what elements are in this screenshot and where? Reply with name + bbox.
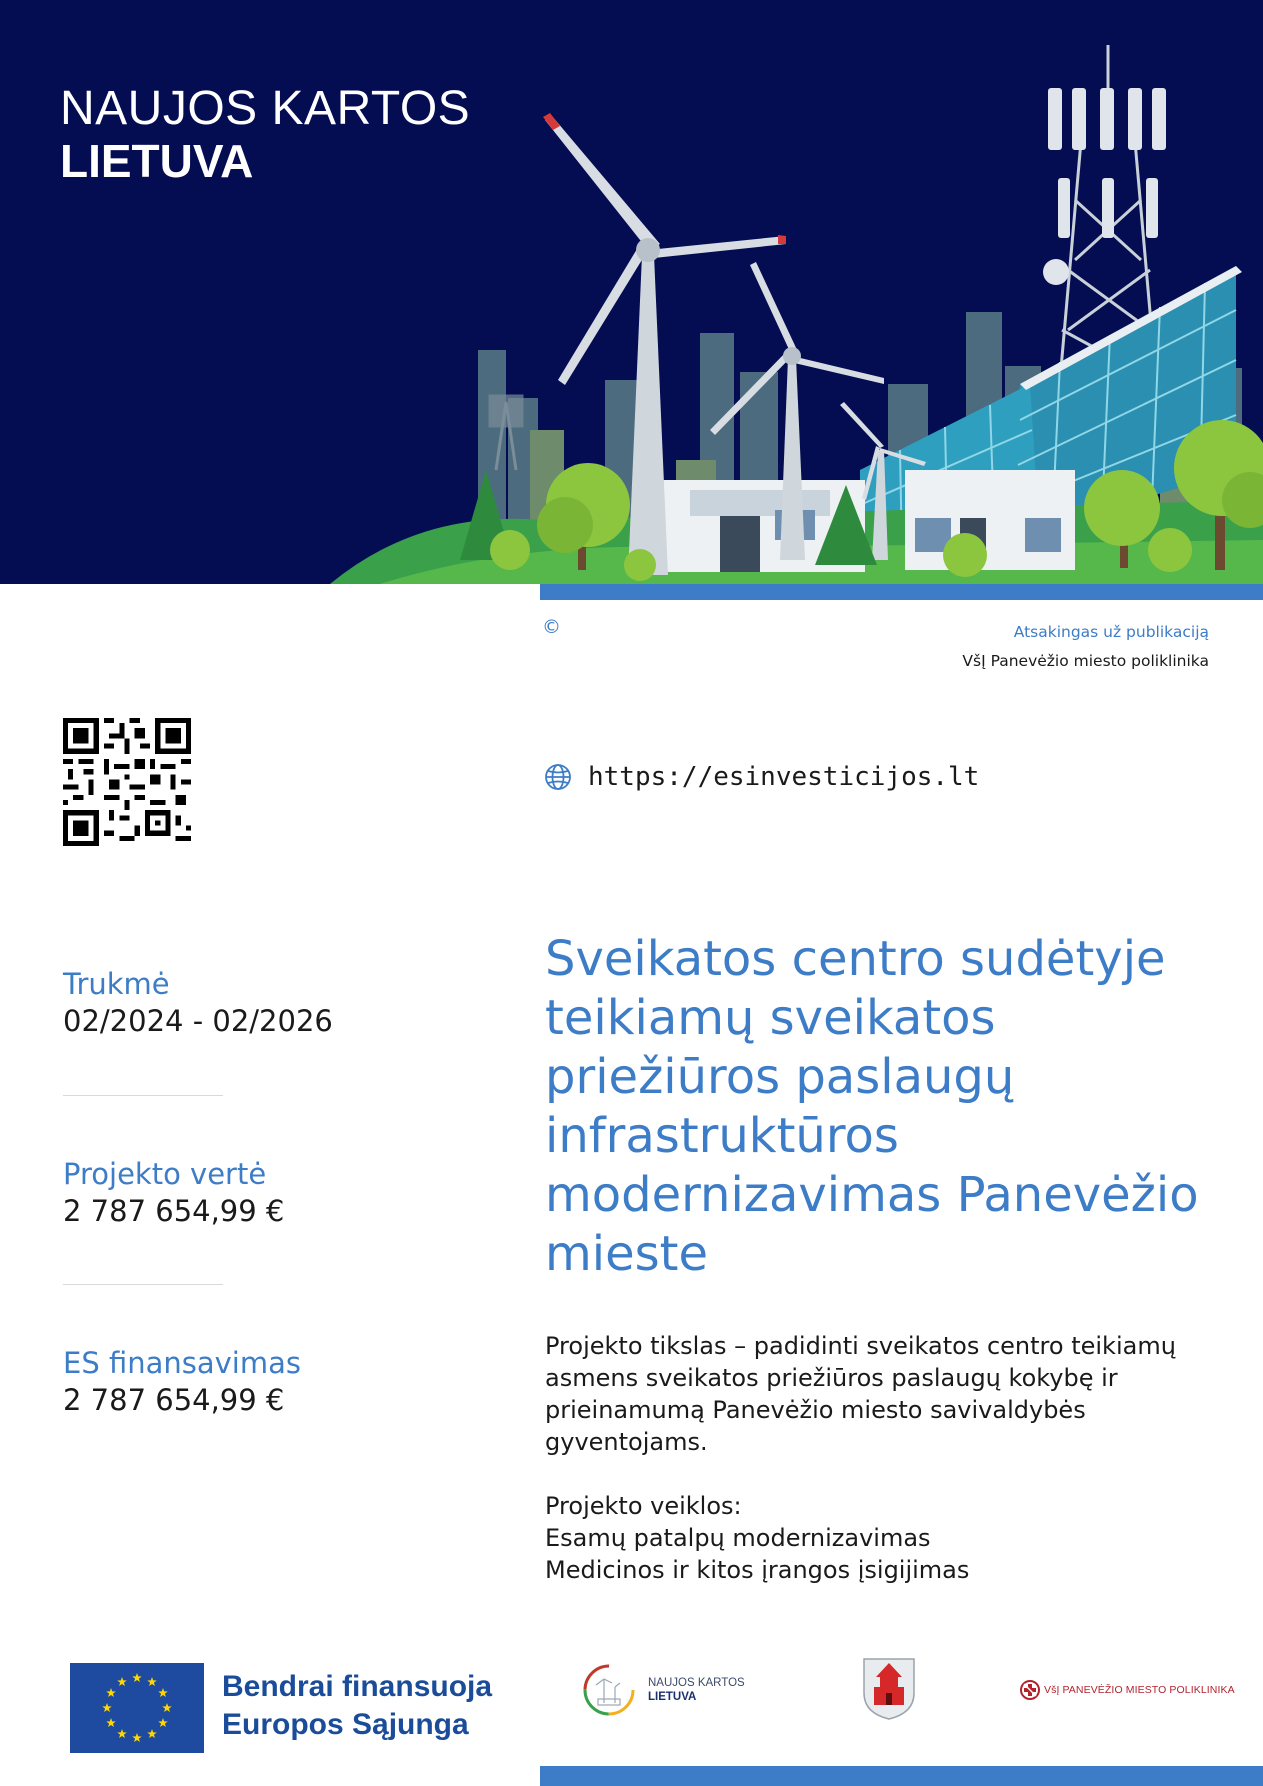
naujos-kartos-logo-icon: [582, 1663, 636, 1717]
eu-line-1: Bendrai finansuoja: [222, 1670, 493, 1703]
brand-title: [60, 82, 470, 187]
eu-cofunded-text: [222, 1668, 492, 1744]
project-value-block: [63, 1156, 284, 1230]
eu-line-2: Europos Sąjunga: [222, 1708, 469, 1741]
info-divider: [63, 1095, 223, 1096]
nk-line-1: NAUJOS KARTOS: [648, 1677, 745, 1689]
responsible-value: VšĮ Panevėžio miesto poliklinika: [962, 652, 1209, 670]
eu-flag-icon: [70, 1663, 204, 1753]
qr-code[interactable]: [63, 718, 191, 846]
duration-label: Trukmė: [63, 967, 170, 1001]
project-value-label: Projekto vertė: [63, 1157, 267, 1191]
project-description: [545, 1330, 1195, 1586]
project-activities: [545, 1490, 1195, 1586]
hero-banner: [0, 0, 1263, 584]
top-accent-bar: [540, 584, 1263, 600]
clinic-logo-icon: [1020, 1680, 1040, 1700]
project-value-amount: 2 787 654,99 €: [63, 1194, 285, 1228]
activity-item: Medicinos ir kitos įrangos įsigijimas: [545, 1556, 970, 1584]
eu-funding-block: [63, 1345, 301, 1419]
copyright-symbol: ©: [542, 616, 561, 638]
responsible-label: Atsakingas už publikaciją: [1013, 623, 1209, 641]
nk-line-2: LIETUVA: [648, 1691, 697, 1703]
website-link[interactable]: [544, 762, 979, 792]
brand-line-1: NAUJOS KARTOS: [60, 82, 471, 135]
panevezys-coat-of-arms-icon: [862, 1657, 916, 1721]
activity-item: Esamų patalpų modernizavimas: [545, 1524, 931, 1552]
globe-icon: [544, 763, 572, 791]
bottom-accent-bar: [540, 1766, 1263, 1786]
brand-line-2: LIETUVA: [60, 134, 254, 187]
project-title: Sveikatos centro sudėtyje teikiamų sveikatos priežiūros paslaugų infrastruktūros modernizavimas Panevėžio mieste: [545, 931, 1199, 1282]
clinic-logo-text: VšĮ PANEVĖŽIO MIESTO POLIKLINIKA: [1044, 1684, 1235, 1696]
publication-responsible: [962, 618, 1209, 676]
website-url[interactable]: https://esinvesticijos.lt: [588, 762, 980, 792]
duration-value: 02/2024 - 02/2026: [63, 1004, 333, 1038]
info-divider: [63, 1284, 223, 1285]
eu-funding-amount: 2 787 654,99 €: [63, 1383, 285, 1417]
naujos-kartos-logo-text: [648, 1676, 745, 1704]
eu-funding-label: ES finansavimas: [63, 1346, 301, 1380]
project-goal: Projekto tikslas – padidinti sveikatos centro teikiamų asmens sveikatos priežiūros paslaugų kokybę ir prieinamumą Panevėžio miesto savivaldybės gyventojams.: [545, 1332, 1176, 1456]
duration-block: [63, 966, 333, 1040]
activities-heading: Projekto veiklos:: [545, 1492, 742, 1520]
